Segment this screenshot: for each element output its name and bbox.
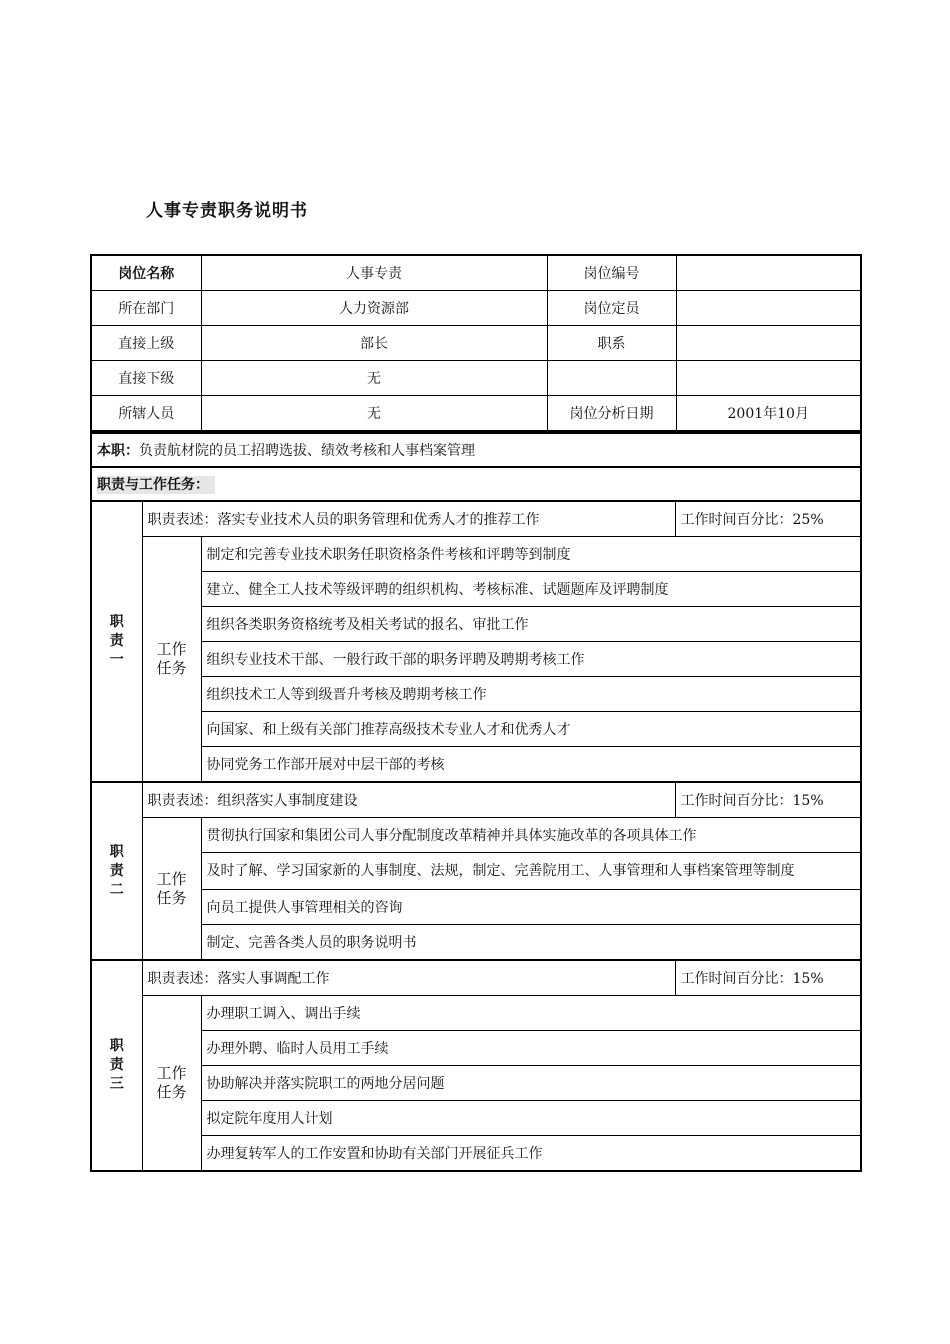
task-row (91, 996, 861, 1031)
task-item: 建立、健全工人技术等级评聘的组织机构、考核标准、试题题库及评聘制度 (201, 572, 861, 607)
info-value (676, 326, 861, 361)
task-item: 组织专业技术干部、一般行政干部的职务评聘及聘期考核工作 (201, 642, 861, 677)
info-value: 人力资源部 (201, 291, 547, 326)
work-time-percent: 工作时间百分比：15% (675, 960, 861, 996)
info-row (91, 396, 861, 432)
task-item: 向国家、和上级有关部门推荐高级技术专业人才和优秀人才 (201, 712, 861, 747)
task-row (91, 607, 861, 642)
task-item: 组织各类职务资格统考及相关考试的报名、审批工作 (201, 607, 861, 642)
duty-summary (91, 433, 861, 467)
info-value (676, 361, 861, 396)
info-value (676, 291, 861, 326)
duty-description-row (91, 501, 861, 537)
job-description-table (90, 254, 860, 1172)
task-item: 组织技术工人等到级晋升考核及聘期考核工作 (201, 677, 861, 712)
info-value: 无 (201, 361, 547, 396)
task-row (91, 642, 861, 677)
info-row (91, 255, 861, 291)
duty-tag (91, 501, 142, 782)
duties-table (90, 432, 862, 1172)
duty-summary-label: 本职： (97, 443, 139, 459)
task-row (91, 537, 861, 572)
info-label: 直接下级 (91, 361, 201, 396)
duty-tag-text: 职责一 (109, 614, 124, 668)
info-label: 岗位分析日期 (547, 396, 676, 432)
info-value (676, 255, 861, 291)
info-label: 职系 (547, 326, 676, 361)
info-row (91, 361, 861, 396)
info-value: 人事专责 (201, 255, 547, 291)
duty-description: 职责表述：落实专业技术人员的职务管理和优秀人才的推荐工作 (142, 501, 675, 537)
work-task-label-text: 工作任务 (156, 869, 187, 907)
task-item: 制定、完善各类人员的职务说明书 (201, 925, 861, 961)
info-value: 部长 (201, 326, 547, 361)
duty-description-row (91, 782, 861, 818)
work-task-label (142, 537, 201, 783)
task-item: 贯彻执行国家和集团公司人事分配制度改革精神并具体实施改革的各项具体工作 (201, 818, 861, 853)
info-label: 岗位编号 (547, 255, 676, 291)
task-row (91, 1066, 861, 1101)
task-item: 协同党务工作部开展对中层干部的考核 (201, 747, 861, 783)
duties-heading (91, 467, 861, 501)
work-time-percent: 工作时间百分比：15% (675, 782, 861, 818)
task-item: 向员工提供人事管理相关的咨询 (201, 890, 861, 925)
info-value: 无 (201, 396, 547, 432)
task-row (91, 677, 861, 712)
task-row (91, 890, 861, 925)
info-label: 岗位定员 (547, 291, 676, 326)
task-item: 办理外聘、临时人员用工手续 (201, 1031, 861, 1066)
task-row (91, 1101, 861, 1136)
task-item: 制定和完善专业技术职务任职资格条件考核和评聘等到制度 (201, 537, 861, 572)
task-item: 办理复转军人的工作安置和协助有关部门开展征兵工作 (201, 1136, 861, 1172)
document-title: 人事专责职务说明书 (146, 201, 308, 221)
duty-tag-text: 职责二 (109, 843, 124, 898)
info-label: 所在部门 (91, 291, 201, 326)
work-task-label (142, 818, 201, 961)
task-item: 拟定院年度用人计划 (201, 1101, 861, 1136)
duty-tag (91, 960, 142, 1171)
duty-summary-text: 负责航材院的员工招聘选拔、绩效考核和人事档案管理 (139, 443, 475, 459)
info-row (91, 291, 861, 326)
work-task-label (142, 996, 201, 1172)
duty-tag-text: 职责三 (109, 1038, 124, 1092)
task-item: 及时了解、学习国家新的人事制度、法规，制定、完善院用工、人事管理和人事档案管理等制度 (201, 853, 861, 890)
duty-description-row (91, 960, 861, 996)
task-row (91, 853, 861, 890)
task-item: 办理职工调入、调出手续 (201, 996, 861, 1031)
task-row (91, 925, 861, 961)
info-label: 直接上级 (91, 326, 201, 361)
info-label: 所辖人员 (91, 396, 201, 432)
info-value: 2001年10月 (676, 396, 861, 432)
duties-heading-label: 职责与工作任务： (97, 476, 215, 494)
work-time-percent: 工作时间百分比：25% (675, 501, 861, 537)
work-task-label-text: 工作任务 (156, 1064, 187, 1101)
position-info-table (90, 254, 862, 432)
task-row (91, 1031, 861, 1066)
duty-description: 职责表述：组织落实人事制度建设 (142, 782, 675, 818)
task-item: 协助解决并落实院职工的两地分居问题 (201, 1066, 861, 1101)
task-row (91, 747, 861, 783)
duty-tag (91, 782, 142, 960)
duty-description: 职责表述：落实人事调配工作 (142, 960, 675, 996)
work-task-label-text: 工作任务 (156, 640, 187, 677)
task-row (91, 572, 861, 607)
info-row (91, 326, 861, 361)
task-row (91, 818, 861, 853)
task-row (91, 1136, 861, 1172)
info-label: 岗位名称 (91, 255, 201, 291)
task-row (91, 712, 861, 747)
info-label (547, 361, 676, 396)
